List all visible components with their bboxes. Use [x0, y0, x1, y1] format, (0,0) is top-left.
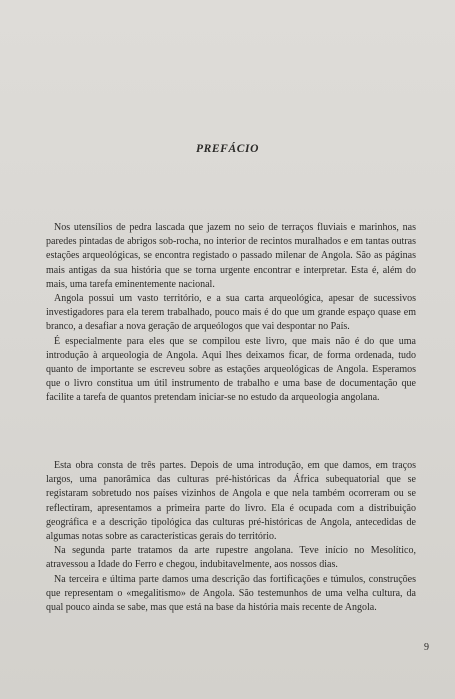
paragraph: Na terceira e última parte damos uma descrição das fortificações e túmulos, construções que representam o «megalitismo» de Angola. São testemunhos de uma velha cultura, da qual pouco ainda se sabe, mas que está na base da história mais recente de Angola.: [46, 573, 416, 614]
preface-section-2: [46, 459, 416, 615]
page-number: 9: [424, 642, 429, 653]
preface-section-1: [46, 221, 416, 406]
paragraph: Esta obra consta de três partes. Depois de uma introdução, em que damos, em traços largos, uma panorâmica das culturas pré-históricas da África subequatorial que se registaram sobretudo nos países vizinhos de Angola e que nela também ocorreram ou se reflectiram, apresentamos a primeira parte do livro. Ela é ocupada com a distribuição geográfica e a descrição tipológica das culturas pré-históricas de Angola, antecedidas de algumas notas sobre as características gerais do território.: [46, 460, 416, 543]
chapter-title: PREFÁCIO: [196, 143, 259, 155]
paragraph: Nos utensílios de pedra lascada que jazem no seio de terraços fluviais e marinhos, nas paredes pintadas de abrigos sob-rocha, no interior de recintos muralhados e em tantas outras estações arqueológicas, se encontra registado o passado milenar de Angola. São as páginas mais antigas da sua história que se torna urgente encontrar e interpretar. Esta é, além do mais, uma tarefa eminentemente nacional.: [46, 222, 416, 290]
paragraph: Angola possui um vasto território, e a sua carta arqueológica, apesar de sucessivos investigadores para ela terem trabalhado, pouco mais é do que um grande espaço quase em branco, a desafiar a nova geração de arqueólogos que vai despontar no País.: [46, 293, 416, 333]
paragraph: É especialmente para eles que se compilou este livro, que mais não é do que uma introdução à arqueologia de Angola. Aqui lhes deixamos ficar, de forma ordenada, tudo quanto de importante se escreveu sobre as estações arqueológicas de Angola. Esperamos que o livro constitua um útil instrumento de trabalho e uma base de documentação que facilite a tarefa de quantos pretendam iniciar-se no estudo da arqueologia angolana.: [46, 335, 416, 404]
paragraph: Na segunda parte tratamos da arte rupestre angolana. Teve início no Mesolítico, atravessou a Idade do Ferro e chegou, indubitavelmente, aos nossos dias.: [46, 545, 416, 571]
